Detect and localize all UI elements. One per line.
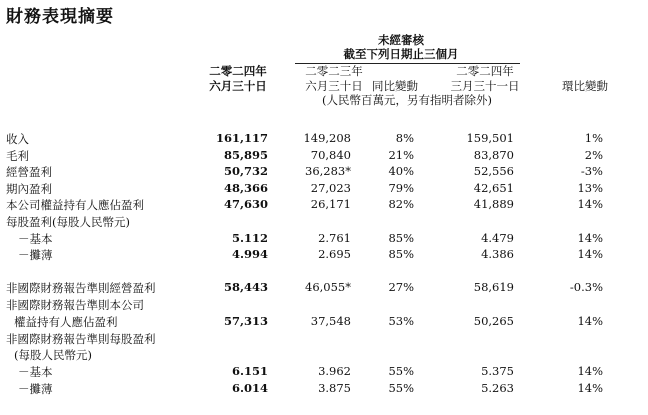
period-label: 截至下列日期止三個月 — [343, 47, 459, 61]
row-value-col1: 58,443 — [223, 280, 268, 294]
row-value-col1: 6.151 — [231, 364, 268, 378]
row-value-col3: 40% — [388, 164, 414, 178]
row-value-col1: 85,895 — [223, 148, 268, 162]
row-value-col1: 50,732 — [223, 164, 268, 178]
row-label: －基本 — [18, 365, 53, 379]
row-value-col1: 57,313 — [223, 314, 268, 328]
col3-header: 同比變動 — [372, 79, 418, 93]
col2-header-year: 二零二三年 — [305, 64, 363, 78]
row-value-col4: 159,501 — [466, 131, 514, 145]
row-value-col4: 58,619 — [473, 280, 514, 294]
col1-header-date: 六月三十日 — [209, 79, 267, 93]
row-value-col4: 52,556 — [473, 164, 514, 178]
row-label: 非國際財務報告準則本公司 — [6, 298, 144, 312]
row-value-col2: 3.875 — [318, 381, 351, 395]
row-label: －攤薄 — [18, 382, 53, 396]
row-value-col1: 48,366 — [223, 181, 268, 195]
row-value-col5: 1% — [584, 131, 603, 145]
row-value-col2: 149,208 — [303, 131, 351, 145]
row-value-col2: 27,023 — [310, 181, 351, 195]
row-value-col4: 41,889 — [473, 197, 514, 211]
col2-header-date: 六月三十日 — [305, 79, 363, 93]
row-value-col2: 3.962 — [318, 364, 351, 378]
row-label: 權益持有人應佔盈利 — [14, 315, 118, 329]
row-label: －基本 — [18, 232, 53, 246]
row-value-col5: 13% — [577, 181, 603, 195]
row-value-col1: 47,630 — [223, 197, 268, 211]
col4-header-date: 三月三十一日 — [450, 79, 520, 93]
row-value-col4: 83,870 — [473, 148, 514, 162]
row-value-col5: 2% — [584, 148, 603, 162]
col1-header-year: 二零二四年 — [209, 64, 267, 78]
row-value-col5: -0.3% — [569, 280, 603, 294]
row-value-col2: 46,055* — [305, 280, 351, 294]
row-value-col2: 2.695 — [318, 247, 351, 261]
row-value-col5: 14% — [577, 314, 603, 328]
row-value-col5: 14% — [577, 364, 603, 378]
row-label: 收入 — [6, 132, 29, 146]
row-value-col1: 161,117 — [215, 131, 268, 145]
row-value-col4: 5.263 — [481, 381, 514, 395]
unit-note: (人民幣百萬元，另有指明者除外) — [322, 93, 492, 107]
row-value-col2: 2.761 — [318, 231, 351, 245]
row-value-col2: 26,171 — [310, 197, 351, 211]
page-title: 財務表現摘要 — [6, 7, 114, 27]
row-value-col3: 55% — [388, 381, 414, 395]
row-value-col5: 14% — [577, 381, 603, 395]
row-label: 每股盈利(每股人民幣元) — [6, 215, 130, 229]
row-value-col1: 5.112 — [231, 231, 268, 245]
row-label: －攤薄 — [18, 248, 53, 262]
unaudited-label: 未經審核 — [378, 33, 424, 47]
row-value-col5: 14% — [577, 231, 603, 245]
row-label: 經營盈利 — [6, 165, 52, 179]
row-value-col2: 36,283* — [305, 164, 351, 178]
col5-header: 環比變動 — [562, 79, 608, 93]
row-value-col3: 27% — [388, 280, 414, 294]
row-value-col3: 85% — [388, 231, 414, 245]
row-value-col4: 4.479 — [481, 231, 514, 245]
row-label: 期內盈利 — [6, 182, 52, 196]
row-value-col5: 14% — [577, 197, 603, 211]
row-value-col2: 70,840 — [310, 148, 351, 162]
row-label: 本公司權益持有人應佔盈利 — [6, 198, 144, 212]
row-value-col4: 50,265 — [473, 314, 514, 328]
row-value-col4: 42,651 — [473, 181, 514, 195]
row-value-col5: 14% — [577, 247, 603, 261]
row-value-col3: 21% — [388, 148, 414, 162]
col4-header-year: 二零二四年 — [456, 64, 514, 78]
row-value-col2: 37,548 — [310, 314, 351, 328]
row-value-col3: 55% — [388, 364, 414, 378]
row-value-col5: -3% — [580, 164, 603, 178]
row-value-col4: 4.386 — [481, 247, 514, 261]
row-label: 非國際財務報告準則經營盈利 — [6, 281, 156, 295]
row-label: (每股人民幣元) — [14, 348, 92, 362]
row-value-col3: 82% — [388, 197, 414, 211]
row-value-col1: 4.994 — [231, 247, 268, 261]
row-value-col3: 53% — [388, 314, 414, 328]
row-value-col3: 79% — [388, 181, 414, 195]
row-value-col3: 85% — [388, 247, 414, 261]
row-value-col3: 8% — [395, 131, 414, 145]
row-value-col4: 5.375 — [481, 364, 514, 378]
row-label: 非國際財務報告準則每股盈利 — [6, 332, 156, 346]
row-label: 毛利 — [6, 149, 29, 163]
row-value-col1: 6.014 — [231, 381, 268, 395]
